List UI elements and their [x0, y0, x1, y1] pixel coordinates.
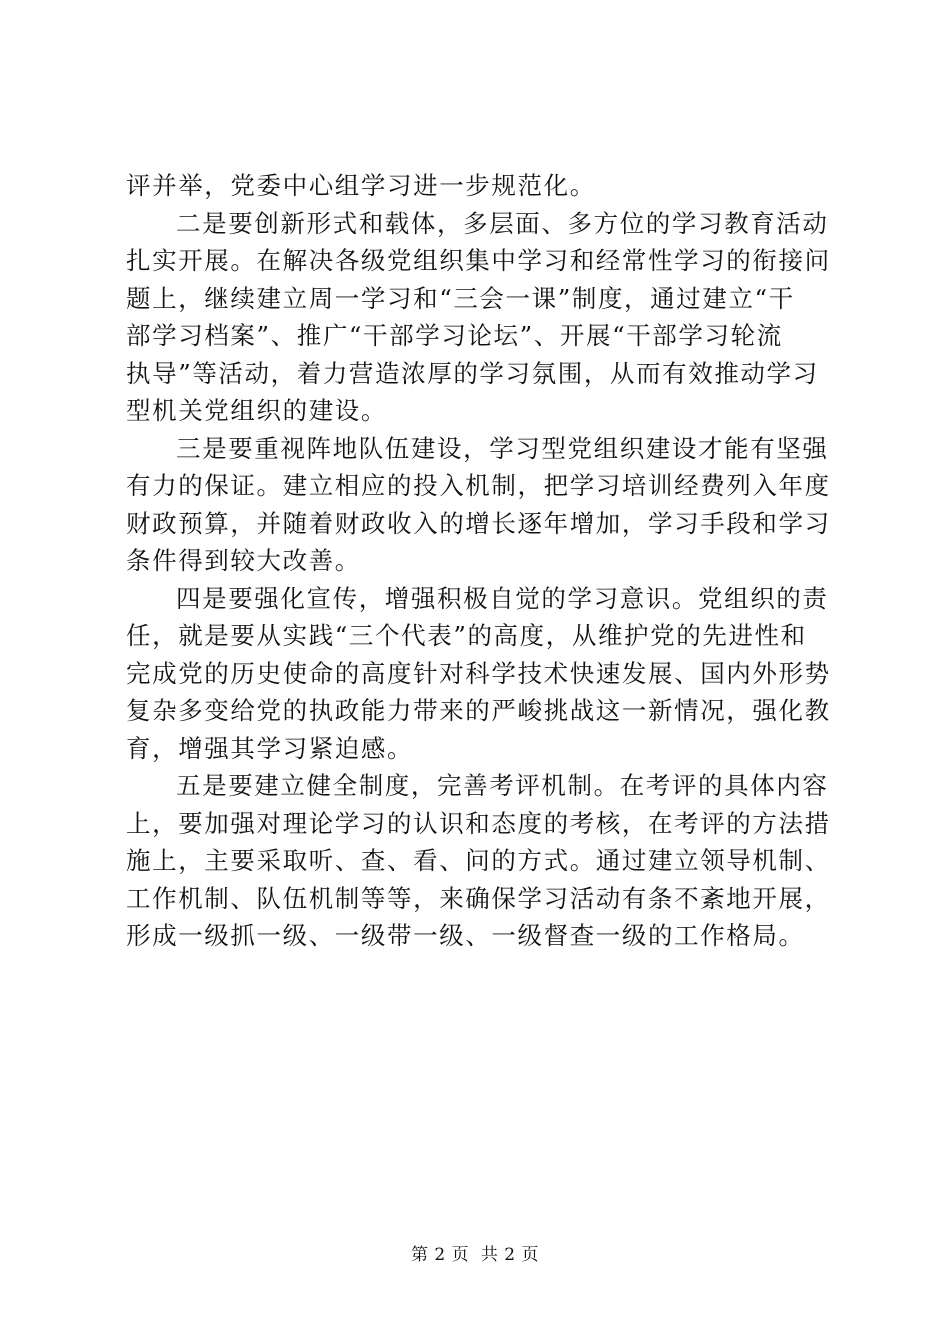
text-line: 执导”等活动，着力营造浓厚的学习氛围，从而有效推动学习: [126, 358, 819, 388]
text-line: 工作机制、队伍机制等等，来确保学习活动有条不紊地开展，: [126, 883, 831, 913]
text-line: 育，增强其学习紧迫感。: [126, 733, 414, 763]
text-line: 施上，主要采取听、查、看、问的方式。通过建立领导机制、: [126, 846, 831, 875]
text-line: 二是要创新形式和载体，多层面、多方位的学习教育活动: [176, 208, 829, 238]
text-line: 完成党的历史使命的高度针对科学技术快速发展、国内外形势: [126, 658, 831, 688]
text-line: 题上，继续建立周一学习和“三会一课”制度，通过建立“干: [126, 283, 795, 313]
text-line: 部学习档案”、推广“干部学习论坛”、开展“干部学习轮流: [126, 321, 783, 350]
text-line: 扎实开展。在解决各级党组织集中学习和经常性学习的衔接问: [126, 246, 831, 275]
text-line: 财政预算，并随着财政收入的增长逐年增加，学习手段和学习: [126, 508, 831, 538]
text-line: 评并举，党委中心组学习进一步规范化。: [126, 171, 596, 200]
document-body: [126, 167, 846, 955]
text-line: 上，要加强对理论学习的认识和态度的考核，在考评的方法措: [126, 808, 831, 838]
text-line: 型机关党组织的建设。: [126, 396, 387, 425]
text-line: 任，就是要从实践“三个代表”的高度，从维护党的先进性和: [126, 621, 807, 650]
text-line: 有力的保证。建立相应的投入机制，把学习培训经费列入年度: [126, 471, 831, 500]
text-line: 三是要重视阵地队伍建设，学习型党组织建设才能有坚强: [176, 433, 829, 463]
page-number-footer: 第 2 页 共 2 页: [410, 1245, 540, 1265]
text-line: 形成一级抓一级、一级带一级、一级督查一级的工作格局。: [126, 921, 805, 950]
text-line: 条件得到较大改善。: [126, 546, 361, 575]
text-line: 五是要建立健全制度，完善考评机制。在考评的具体内容: [176, 771, 829, 800]
text-line: 复杂多变给党的执政能力带来的严峻挑战这一新情况，强化教: [126, 696, 831, 725]
text-line: 四是要强化宣传，增强积极自觉的学习意识。党组织的责: [176, 583, 829, 613]
